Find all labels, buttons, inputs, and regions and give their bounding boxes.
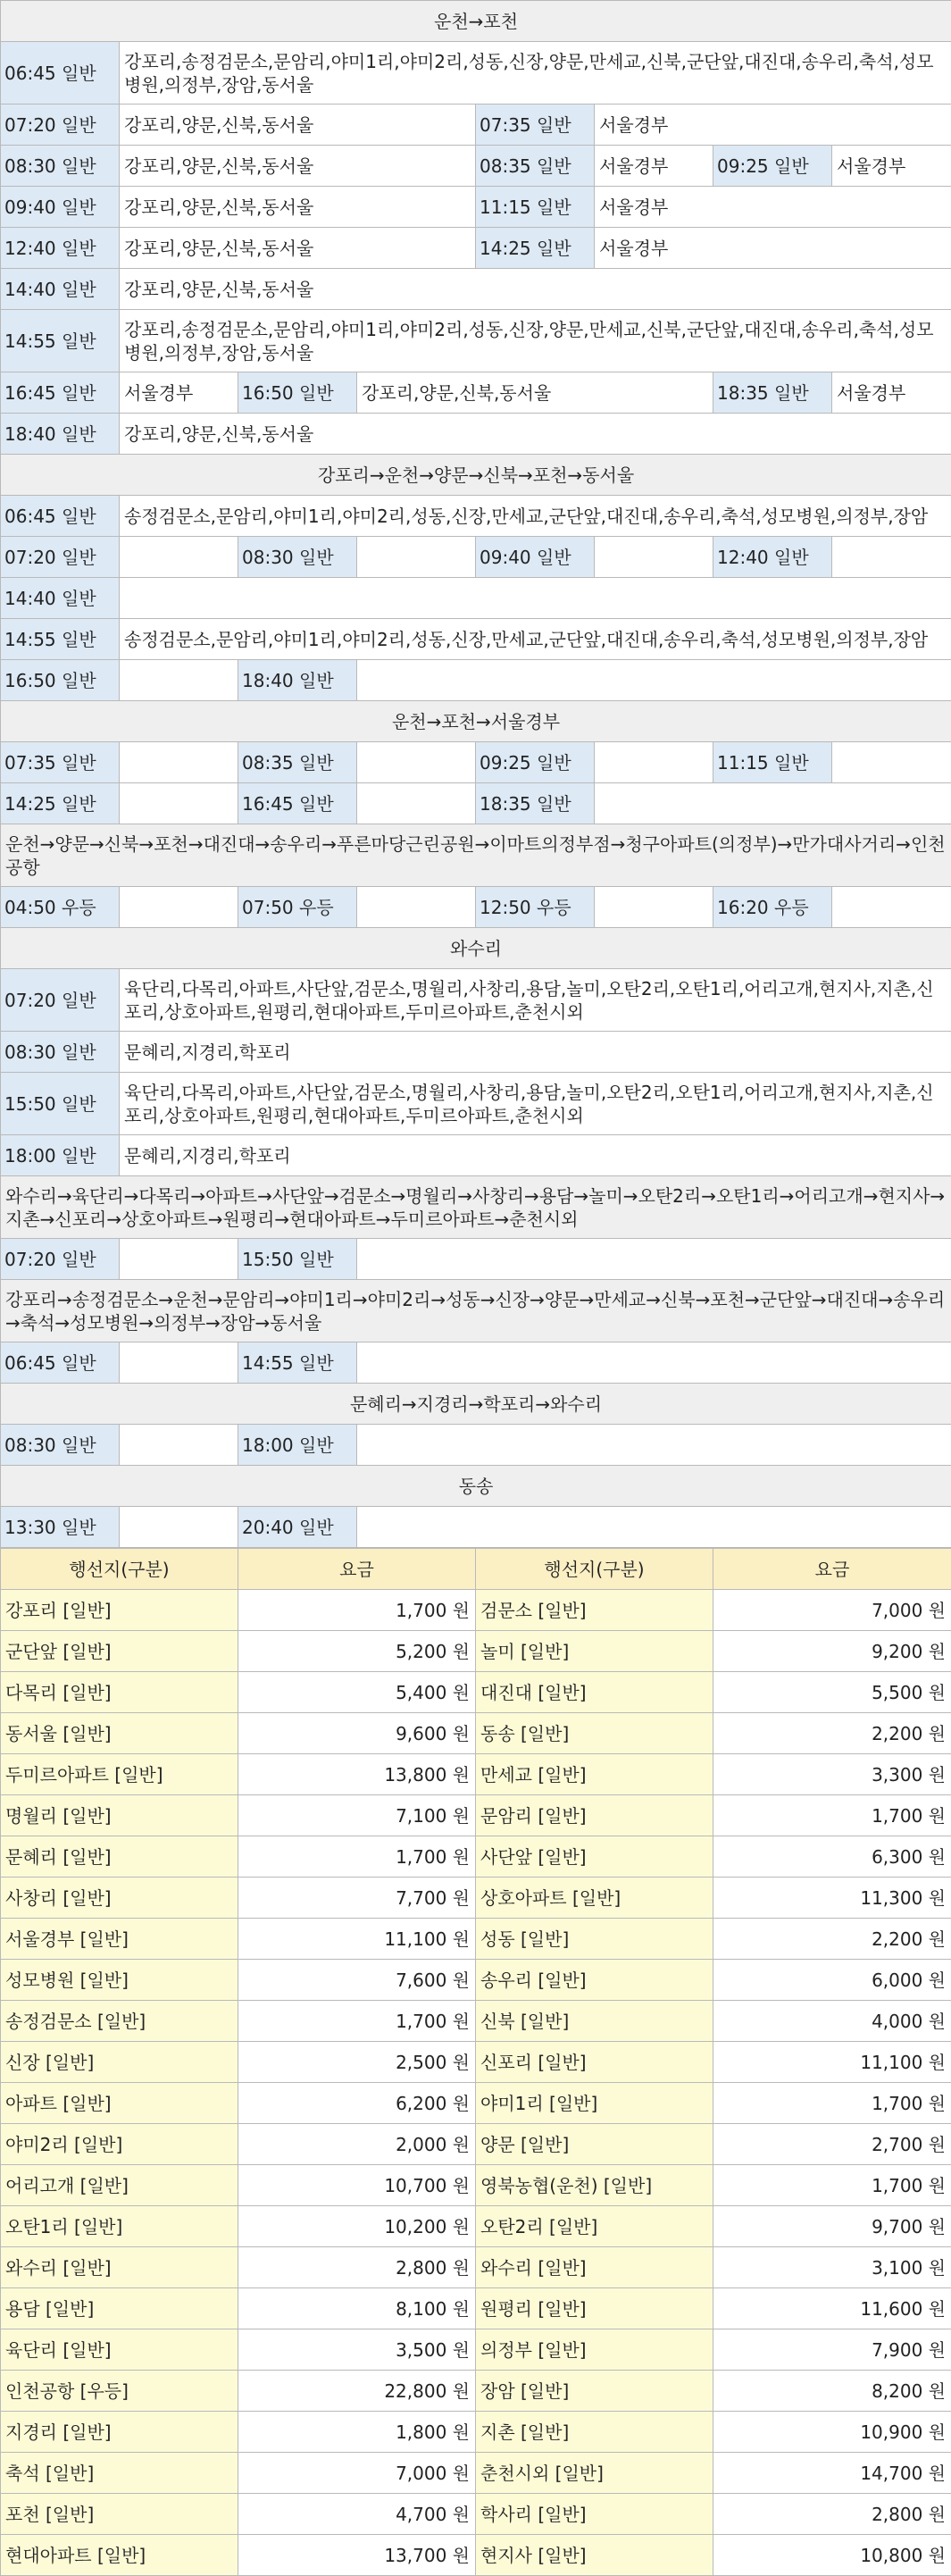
- section-title-row: [1, 455, 951, 496]
- fare-destination: 군단앞 [일반]: [1, 1631, 238, 1672]
- schedule-row: [1, 1032, 951, 1073]
- fare-header-destination: 행선지(구분): [476, 1549, 713, 1590]
- fare-destination: 대진대 [일반]: [476, 1672, 713, 1713]
- stop-list: [357, 537, 476, 578]
- fare-price: 1,700 원: [713, 1795, 951, 1836]
- fare-price: 2,000 원: [238, 2124, 476, 2165]
- departure-time: 13:30 일반: [1, 1507, 120, 1548]
- schedule-row: [1, 105, 951, 146]
- departure-time: 18:35 일반: [476, 783, 595, 824]
- stop-list: [120, 783, 238, 824]
- departure-time: 07:20 일반: [1, 1239, 120, 1280]
- stop-list: 서울경부: [120, 372, 238, 414]
- departure-time: 07:20 일반: [1, 537, 120, 578]
- fare-price: 2,800 원: [713, 2494, 951, 2535]
- fare-price: 9,200 원: [713, 1631, 951, 1672]
- stop-list: [357, 887, 476, 928]
- stop-list: [120, 537, 238, 578]
- departure-time: 14:25 일반: [476, 228, 595, 269]
- fare-destination: 인천공항 [우등]: [1, 2371, 238, 2412]
- stop-list: 육단리,다목리,아파트,사단앞,검문소,명월리,사창리,용담,놀미,오탄2리,오탄1리,어리고개,현지사,지촌,신포리,상호아파트,원평리,현대아파트,두미르아파트,춘천시외: [120, 1073, 951, 1135]
- section-title-row: [1, 928, 951, 969]
- fare-destination: 지경리 [일반]: [1, 2412, 238, 2453]
- fare-price: 6,000 원: [713, 1960, 951, 2001]
- schedule-row: [1, 660, 951, 701]
- fare-header-destination: 행선지(구분): [1, 1549, 238, 1590]
- route-description-row: [1, 824, 951, 887]
- departure-time: 09:25 일반: [476, 742, 595, 783]
- departure-time: 16:45 일반: [238, 783, 357, 824]
- section-title-row: [1, 1, 951, 42]
- fare-price: 9,700 원: [713, 2206, 951, 2247]
- departure-time: 08:30 일반: [238, 537, 357, 578]
- fare-price: 10,800 원: [713, 2535, 951, 2576]
- schedule-row: [1, 228, 951, 269]
- fare-destination: 사창리 [일반]: [1, 1878, 238, 1919]
- schedule-row: [1, 1239, 951, 1280]
- fare-price: 10,700 원: [238, 2165, 476, 2206]
- fare-price: 11,300 원: [713, 1878, 951, 1919]
- route-description-row: [1, 1280, 951, 1342]
- fare-table: [0, 1548, 951, 2576]
- fare-destination: 축석 [일반]: [1, 2453, 238, 2494]
- fare-price: 10,900 원: [713, 2412, 951, 2453]
- departure-time: 14:40 일반: [1, 269, 120, 310]
- fare-price: 4,000 원: [713, 2001, 951, 2042]
- stop-list: [120, 660, 238, 701]
- fare-row: [1, 1590, 951, 1631]
- stop-list: 서울경부: [595, 146, 713, 187]
- fare-destination: 신북 [일반]: [476, 2001, 713, 2042]
- departure-time: 08:35 일반: [476, 146, 595, 187]
- fare-destination: 문혜리 [일반]: [1, 1836, 238, 1878]
- fare-row: [1, 2412, 951, 2453]
- fare-price: 13,700 원: [238, 2535, 476, 2576]
- schedule-row: [1, 187, 951, 228]
- fare-destination: 놀미 [일반]: [476, 1631, 713, 1672]
- schedule-row: [1, 42, 951, 105]
- fare-price: 3,500 원: [238, 2329, 476, 2371]
- departure-time: 12:40 일반: [713, 537, 832, 578]
- departure-time: 06:45 일반: [1, 1342, 120, 1384]
- fare-destination: 두미르아파트 [일반]: [1, 1754, 238, 1795]
- fare-price: 2,800 원: [238, 2247, 476, 2288]
- schedule-row: [1, 783, 951, 824]
- schedule-row: [1, 372, 951, 414]
- fare-row: [1, 2329, 951, 2371]
- section-title-row: [1, 1466, 951, 1507]
- fare-destination: 문암리 [일반]: [476, 1795, 713, 1836]
- fare-destination: 포천 [일반]: [1, 2494, 238, 2535]
- fare-row: [1, 1795, 951, 1836]
- schedule-row: [1, 496, 951, 537]
- stop-list: [595, 742, 713, 783]
- departure-time: 16:50 일반: [1, 660, 120, 701]
- fare-destination: 의정부 [일반]: [476, 2329, 713, 2371]
- fare-destination: 어리고개 [일반]: [1, 2165, 238, 2206]
- fare-destination: 강포리 [일반]: [1, 1590, 238, 1631]
- departure-time: 14:40 일반: [1, 578, 120, 619]
- fare-destination: 성동 [일반]: [476, 1919, 713, 1960]
- departure-time: 18:40 일반: [238, 660, 357, 701]
- stop-list: 강포리,양문,신북,동서울: [120, 187, 476, 228]
- departure-time: 12:40 일반: [1, 228, 120, 269]
- fare-body: [1, 1590, 951, 2576]
- stop-list: 육단리,다목리,아파트,사단앞,검문소,명월리,사창리,용담,놀미,오탄2리,오탄1리,어리고개,현지사,지촌,신포리,상호아파트,원평리,현대아파트,두미르아파트,춘천시외: [120, 969, 951, 1032]
- schedule-body: [1, 1, 951, 1548]
- departure-time: 14:55 일반: [238, 1342, 357, 1384]
- schedule-row: [1, 969, 951, 1032]
- stop-list: [120, 1425, 238, 1466]
- schedule-row: [1, 1073, 951, 1135]
- fare-destination: 다목리 [일반]: [1, 1672, 238, 1713]
- stop-list: [357, 1342, 951, 1384]
- departure-time: 12:50 우등: [476, 887, 595, 928]
- stop-list: [120, 887, 238, 928]
- fare-price: 2,500 원: [238, 2042, 476, 2083]
- fare-destination: 와수리 [일반]: [476, 2247, 713, 2288]
- fare-row: [1, 2165, 951, 2206]
- stop-list: 강포리,양문,신북,동서울: [120, 105, 476, 146]
- fare-destination: 춘천시외 [일반]: [476, 2453, 713, 2494]
- fare-destination: 학사리 [일반]: [476, 2494, 713, 2535]
- fare-destination: 용담 [일반]: [1, 2288, 238, 2329]
- stop-list: 서울경부: [595, 105, 951, 146]
- departure-time: 16:50 일반: [238, 372, 357, 414]
- departure-time: 06:45 일반: [1, 496, 120, 537]
- departure-time: 07:50 우등: [238, 887, 357, 928]
- fare-destination: 원평리 [일반]: [476, 2288, 713, 2329]
- departure-time: 08:30 일반: [1, 146, 120, 187]
- fare-destination: 동송 [일반]: [476, 1713, 713, 1754]
- fare-price: 8,100 원: [238, 2288, 476, 2329]
- fare-destination: 검문소 [일반]: [476, 1590, 713, 1631]
- fare-destination: 송우리 [일반]: [476, 1960, 713, 2001]
- fare-destination: 현지사 [일반]: [476, 2535, 713, 2576]
- fare-destination: 상호아파트 [일반]: [476, 1878, 713, 1919]
- stop-list: 강포리,송정검문소,문암리,야미1리,야미2리,성동,신장,양문,만세교,신북,군단앞,대진대,송우리,축석,성모병원,의정부,장암,동서울: [120, 310, 951, 372]
- departure-time: 18:40 일반: [1, 414, 120, 455]
- schedule-row: [1, 742, 951, 783]
- fare-destination: 양문 [일반]: [476, 2124, 713, 2165]
- departure-time: 14:55 일반: [1, 619, 120, 660]
- fare-row: [1, 1631, 951, 1672]
- fare-price: 6,200 원: [238, 2083, 476, 2124]
- stop-list: [120, 1239, 238, 1280]
- departure-time: 08:35 일반: [238, 742, 357, 783]
- fare-row: [1, 1713, 951, 1754]
- stop-list: [595, 887, 713, 928]
- fare-destination: 오탄1리 [일반]: [1, 2206, 238, 2247]
- departure-time: 14:55 일반: [1, 310, 120, 372]
- departure-time: 09:40 일반: [476, 537, 595, 578]
- schedule-row: [1, 537, 951, 578]
- fare-destination: 성모병원 [일반]: [1, 1960, 238, 2001]
- fare-price: 11,100 원: [713, 2042, 951, 2083]
- departure-time: 09:25 일반: [713, 146, 832, 187]
- schedule-row: [1, 1342, 951, 1384]
- fare-row: [1, 2042, 951, 2083]
- fare-destination: 만세교 [일반]: [476, 1754, 713, 1795]
- fare-row: [1, 1836, 951, 1878]
- departure-time: 14:25 일반: [1, 783, 120, 824]
- stop-list: [832, 742, 951, 783]
- stop-list: [120, 578, 951, 619]
- departure-time: 15:50 일반: [1, 1073, 120, 1135]
- stop-list: [357, 742, 476, 783]
- departure-time: 11:15 일반: [476, 187, 595, 228]
- fare-price: 5,200 원: [238, 1631, 476, 1672]
- fare-price: 6,300 원: [713, 1836, 951, 1878]
- departure-time: 20:40 일반: [238, 1507, 357, 1548]
- fare-price: 5,500 원: [713, 1672, 951, 1713]
- fare-destination: 영북농협(운천) [일반]: [476, 2165, 713, 2206]
- section-title: 강포리→운천→양문→신북→포천→동서울: [1, 455, 951, 496]
- fare-row: [1, 1919, 951, 1960]
- stop-list: [120, 1507, 238, 1548]
- departure-time: 16:45 일반: [1, 372, 120, 414]
- fare-row: [1, 2083, 951, 2124]
- stop-list: [357, 1507, 951, 1548]
- stop-list: [832, 887, 951, 928]
- departure-time: 08:30 일반: [1, 1032, 120, 1073]
- fare-destination: 신장 [일반]: [1, 2042, 238, 2083]
- schedule-row: [1, 1507, 951, 1548]
- fare-price: 10,200 원: [238, 2206, 476, 2247]
- fare-price: 3,300 원: [713, 1754, 951, 1795]
- fare-destination: 육단리 [일반]: [1, 2329, 238, 2371]
- fare-price: 5,400 원: [238, 1672, 476, 1713]
- fare-price: 7,000 원: [713, 1590, 951, 1631]
- fare-destination: 야미2리 [일반]: [1, 2124, 238, 2165]
- fare-price: 14,700 원: [713, 2453, 951, 2494]
- fare-header-row: [1, 1549, 951, 1590]
- section-title: 운천→포천→서울경부: [1, 701, 951, 742]
- fare-price: 9,600 원: [238, 1713, 476, 1754]
- fare-price: 1,700 원: [238, 2001, 476, 2042]
- departure-time: 08:30 일반: [1, 1425, 120, 1466]
- schedule-row: [1, 146, 951, 187]
- fare-row: [1, 2288, 951, 2329]
- schedule-row: [1, 414, 951, 455]
- fare-destination: 동서울 [일반]: [1, 1713, 238, 1754]
- fare-price: 2,200 원: [713, 1713, 951, 1754]
- route-description: 와수리→육단리→다목리→아파트→사단앞→검문소→명월리→사창리→용담→놀미→오탄2리→오탄1리→어리고개→현지사→지촌→신포리→상호아파트→원평리→현대아파트→두미르아파트→춘천시외: [1, 1176, 951, 1239]
- fare-price: 7,000 원: [238, 2453, 476, 2494]
- fare-row: [1, 1960, 951, 2001]
- fare-header-price: 요금: [238, 1549, 476, 1590]
- departure-time: 07:35 일반: [476, 105, 595, 146]
- stop-list: [595, 537, 713, 578]
- schedule-row: [1, 310, 951, 372]
- stop-list: [832, 537, 951, 578]
- stop-list: 문혜리,지경리,학포리: [120, 1032, 951, 1073]
- stop-list: 서울경부: [832, 372, 951, 414]
- stop-list: [595, 783, 951, 824]
- stop-list: 송정검문소,문암리,야미1리,야미2리,성동,신장,만세교,군단앞,대진대,송우리,축석,성모병원,의정부,장암: [120, 496, 951, 537]
- fare-row: [1, 2206, 951, 2247]
- fare-price: 7,900 원: [713, 2329, 951, 2371]
- section-title: 동송: [1, 1466, 951, 1507]
- stop-list: [357, 1239, 951, 1280]
- departure-time: 11:15 일반: [713, 742, 832, 783]
- fare-destination: 현대아파트 [일반]: [1, 2535, 238, 2576]
- fare-price: 7,700 원: [238, 1878, 476, 1919]
- fare-price: 3,100 원: [713, 2247, 951, 2288]
- schedule-row: [1, 269, 951, 310]
- departure-time: 07:20 일반: [1, 969, 120, 1032]
- fare-price: 2,700 원: [713, 2124, 951, 2165]
- section-title-row: [1, 701, 951, 742]
- fare-destination: 사단앞 [일반]: [476, 1836, 713, 1878]
- departure-time: 18:00 일반: [1, 1135, 120, 1176]
- fare-row: [1, 2535, 951, 2576]
- stop-list: 서울경부: [595, 228, 951, 269]
- schedule-row: [1, 887, 951, 928]
- stop-list: 강포리,양문,신북,동서울: [357, 372, 713, 414]
- fare-destination: 아파트 [일반]: [1, 2083, 238, 2124]
- section-title: 문혜리→지경리→학포리→와수리: [1, 1384, 951, 1425]
- stop-list: [357, 660, 951, 701]
- departure-time: 09:40 일반: [1, 187, 120, 228]
- section-title-row: [1, 1384, 951, 1425]
- fare-price: 1,700 원: [713, 2165, 951, 2206]
- stop-list: 강포리,송정검문소,문암리,야미1리,야미2리,성동,신장,양문,만세교,신북,군단앞,대진대,송우리,축석,성모병원,의정부,장암,동서울: [120, 42, 951, 105]
- fare-destination: 송정검문소 [일반]: [1, 2001, 238, 2042]
- section-title: 와수리: [1, 928, 951, 969]
- fare-price: 8,200 원: [713, 2371, 951, 2412]
- fare-price: 1,700 원: [238, 1836, 476, 1878]
- fare-destination: 신포리 [일반]: [476, 2042, 713, 2083]
- fare-header-price: 요금: [713, 1549, 951, 1590]
- stop-list: [357, 783, 476, 824]
- section-title: 운천→포천: [1, 1, 951, 42]
- stop-list: 강포리,양문,신북,동서울: [120, 146, 476, 187]
- departure-time: 04:50 우등: [1, 887, 120, 928]
- fare-destination: 와수리 [일반]: [1, 2247, 238, 2288]
- departure-time: 06:45 일반: [1, 42, 120, 105]
- stop-list: 송정검문소,문암리,야미1리,야미2리,성동,신장,만세교,군단앞,대진대,송우리,축석,성모병원,의정부,장암: [120, 619, 951, 660]
- stop-list: 서울경부: [832, 146, 951, 187]
- departure-time: 15:50 일반: [238, 1239, 357, 1280]
- stop-list: 강포리,양문,신북,동서울: [120, 269, 951, 310]
- departure-time: 16:20 우등: [713, 887, 832, 928]
- fare-destination: 지촌 [일반]: [476, 2412, 713, 2453]
- fare-row: [1, 2124, 951, 2165]
- fare-row: [1, 2371, 951, 2412]
- schedule-row: [1, 1135, 951, 1176]
- stop-list: 강포리,양문,신북,동서울: [120, 228, 476, 269]
- fare-price: 11,100 원: [238, 1919, 476, 1960]
- fare-price: 2,200 원: [713, 1919, 951, 1960]
- fare-price: 1,700 원: [713, 2083, 951, 2124]
- schedule-row: [1, 1425, 951, 1466]
- stop-list: [120, 742, 238, 783]
- fare-destination: 장암 [일반]: [476, 2371, 713, 2412]
- fare-price: 1,800 원: [238, 2412, 476, 2453]
- stop-list: 문혜리,지경리,학포리: [120, 1135, 951, 1176]
- stop-list: [120, 1342, 238, 1384]
- schedule-row: [1, 578, 951, 619]
- fare-row: [1, 1672, 951, 1713]
- stop-list: 강포리,양문,신북,동서울: [120, 414, 951, 455]
- fare-price: 7,100 원: [238, 1795, 476, 1836]
- stop-list: 서울경부: [595, 187, 951, 228]
- fare-row: [1, 2494, 951, 2535]
- fare-row: [1, 2453, 951, 2494]
- fare-price: 1,700 원: [238, 1590, 476, 1631]
- fare-destination: 야미1리 [일반]: [476, 2083, 713, 2124]
- fare-price: 13,800 원: [238, 1754, 476, 1795]
- departure-time: 07:20 일반: [1, 105, 120, 146]
- departure-time: 07:35 일반: [1, 742, 120, 783]
- departure-time: 18:35 일반: [713, 372, 832, 414]
- fare-destination: 오탄2리 [일반]: [476, 2206, 713, 2247]
- stop-list: [357, 1425, 951, 1466]
- fare-destination: 명월리 [일반]: [1, 1795, 238, 1836]
- fare-price: 22,800 원: [238, 2371, 476, 2412]
- schedule-row: [1, 619, 951, 660]
- route-description-row: [1, 1176, 951, 1239]
- fare-row: [1, 1754, 951, 1795]
- fare-row: [1, 2001, 951, 2042]
- route-description: 강포리→송정검문소→운천→문암리→야미1리→야미2리→성동→신장→양문→만세교→신북→포천→군단앞→대진대→송우리→축석→성모병원→의정부→장암→동서울: [1, 1280, 951, 1342]
- route-description: 운천→양문→신북→포천→대진대→송우리→푸른마당근린공원→이마트의정부점→청구아파트(의정부)→만가대사거리→인천공항: [1, 824, 951, 887]
- fare-price: 7,600 원: [238, 1960, 476, 2001]
- fare-price: 11,600 원: [713, 2288, 951, 2329]
- fare-row: [1, 2247, 951, 2288]
- fare-price: 4,700 원: [238, 2494, 476, 2535]
- fare-row: [1, 1878, 951, 1919]
- departure-time: 18:00 일반: [238, 1425, 357, 1466]
- fare-destination: 서울경부 [일반]: [1, 1919, 238, 1960]
